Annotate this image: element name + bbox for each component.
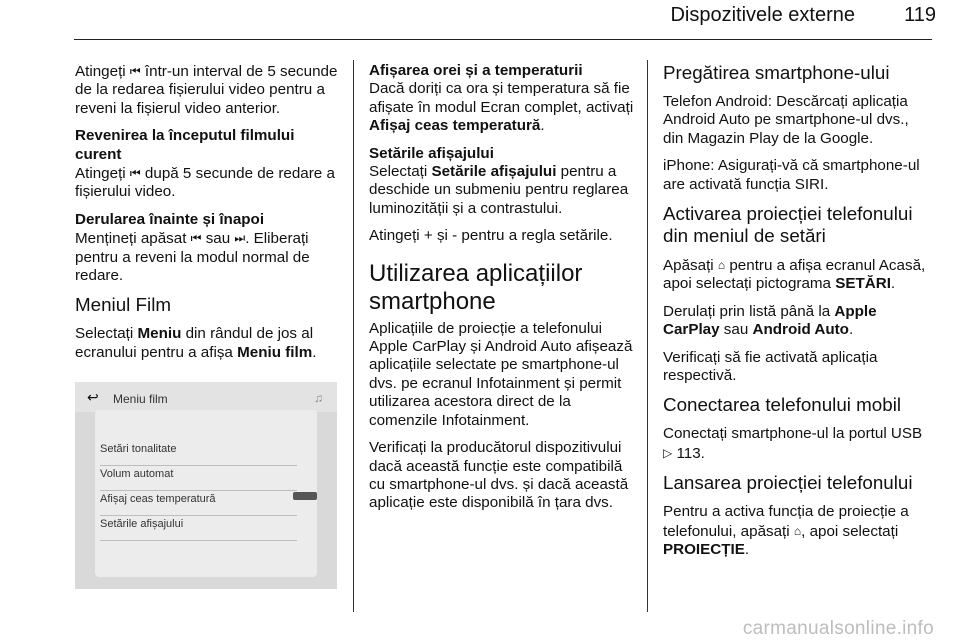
paragraph-clock-temperature: Dacă doriți ca ora și temperatura să fie afișate în modul Ecran complet, activați Afișaj ceas temperatură. <box>369 80 634 135</box>
screenshot-title: Meniu film <box>113 392 168 407</box>
home-icon: ⌂ <box>793 523 802 538</box>
paragraph-iphone: iPhone: Asigurați-vă că smartphone-ul are activată funcția SIRI. <box>663 157 920 193</box>
heading-scroll: Derularea înainte și înapoi <box>75 210 265 228</box>
skip-back-icon: ⏮ <box>129 64 141 78</box>
paragraph-film-menu: Selectați Meniu din rândul de jos al ecranului pentru a afișa Meniu film. <box>75 325 317 361</box>
column-divider-1 <box>353 60 354 612</box>
heading-prepare: Pregătirea smartphone-ului <box>663 62 890 83</box>
heading-launch: Lansarea proiecției telefonului <box>663 472 913 494</box>
header-title: Dispozitivele externe <box>670 4 855 26</box>
column-2 <box>369 62 637 522</box>
paragraph-previous-video: Atingeți ⏮ într-un interval de 5 secunde de la redarea fișierului video pentru a reveni la fișierul video anterior. <box>75 63 338 117</box>
heading-restart: Revenirea la începutul filmului curent <box>75 127 295 163</box>
heading-activate: Activarea proiecției telefonului din meniul de setări <box>663 203 913 247</box>
heading-connect: Conectarea telefonului mobil <box>663 394 902 416</box>
paragraph-launch: Pentru a activa funcția de proiecție a telefonului, apăsați ⌂, apoi selectați PROIECȚIE. <box>663 503 909 559</box>
paragraph-connect: Conectați smartphone-ul la portul USB ▷ 113. <box>663 425 923 462</box>
music-note-icon: ♫ <box>314 391 323 406</box>
paragraph-restart: Atingeți ⏮ după 5 secunde de redare a fișierului video. <box>75 165 335 201</box>
paragraph-scroll-list: Derulați prin listă până la Apple CarPlay sau Android Auto. <box>663 302 877 339</box>
screenshot-menu-item: Setări tonalitate <box>100 440 297 465</box>
paragraph-projection-apps: Aplicațiile de proiecție a telefonului Apple CarPlay și Android Auto afișează aplicațiile selectate pe smartphone-ul dvs. pe ecranul Infotainment și permit utilizarea acestora direct de la comenzile Infotainment. <box>369 319 633 429</box>
screenshot-menu-item: Volum automat <box>100 465 297 490</box>
heading-film-menu: Meniul Film <box>75 294 172 316</box>
screenshot-menu-item: Setările afișajului <box>100 515 297 540</box>
column-1 <box>75 62 343 589</box>
paragraph-adjust: Atingeți + și - pentru a regla setările. <box>369 227 613 245</box>
column-3 <box>663 62 931 569</box>
paragraph-display-settings: Selectați Setările afișajului pentru a deschide un submeniu pentru reglarea luminozității și a contrastului. <box>369 163 629 217</box>
heading-smartphone-apps: Utilizarea aplicațiilor smartphone <box>369 259 583 315</box>
heading-clock-temperature: Afișarea orei și a temperaturii <box>369 62 583 79</box>
skip-back-icon: ⏮ <box>129 166 141 181</box>
heading-display-settings: Setările afișajului <box>369 144 494 162</box>
skip-forward-icon: ⏭ <box>234 231 246 246</box>
film-menu-screenshot <box>75 382 337 589</box>
page-number: 119 <box>904 4 936 26</box>
paragraph-home: Apăsați ⌂ pentru a afișa ecranul Acasă, apoi selectați pictograma SETĂRI. <box>663 257 926 293</box>
paragraph-manufacturer: Verificați la producătorul dispozitivului dacă această funcție este compatibilă cu smartphone-ul dvs. și dacă această aplicație este disponibilă în țara dvs. <box>369 439 629 512</box>
skip-back-icon: ⏮ <box>190 231 202 246</box>
paragraph-verify: Verificați să fie activată aplicația respectivă. <box>663 348 878 385</box>
column-divider-2 <box>647 60 648 612</box>
home-icon: ⌂ <box>717 258 726 273</box>
toggle-switch-icon <box>293 492 317 500</box>
header-divider <box>74 39 932 40</box>
paragraph-android: Telefon Android: Descărcați aplicația Android Auto pe smartphone-ul dvs., din Magazin Play de la Google. <box>663 93 909 147</box>
watermark: carmanualsonline.info <box>742 618 934 639</box>
paragraph-scroll: Mențineți apăsat ⏮ sau ⏭. Eliberați pentru a reveni la modul normal de redare. <box>75 230 310 285</box>
back-arrow-icon: ↩ <box>87 389 99 406</box>
page-reference-icon: ▷ <box>663 445 673 460</box>
screenshot-menu-item: Afișaj ceas temperatură <box>100 490 297 515</box>
